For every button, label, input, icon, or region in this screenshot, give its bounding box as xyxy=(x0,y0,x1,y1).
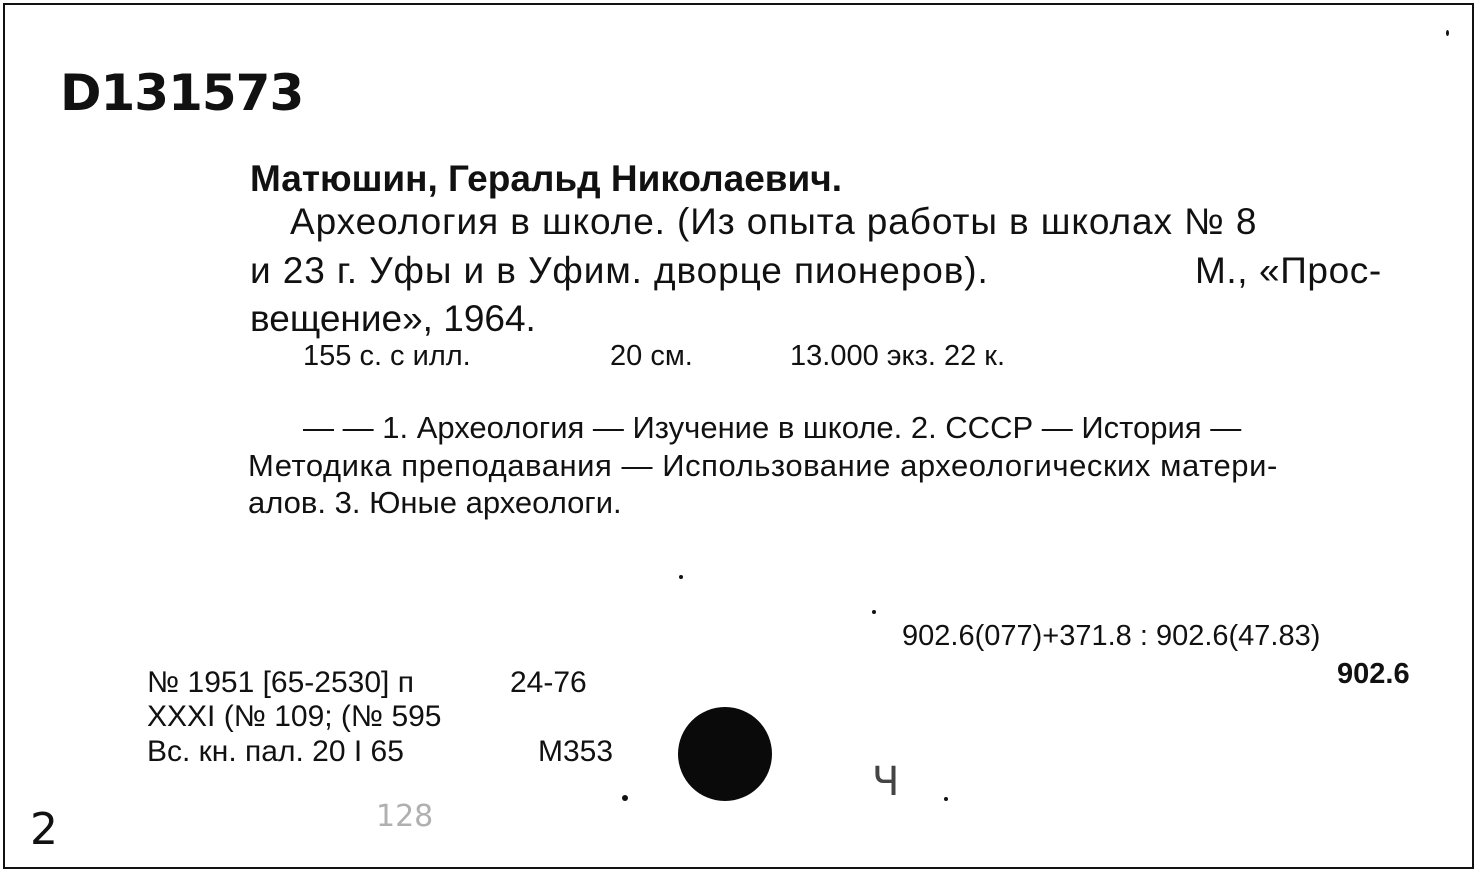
publisher: М., «Прос- xyxy=(1195,250,1382,291)
title-line-1: Археология в школе. (Из опыта работы в школах № 8 xyxy=(290,201,1258,242)
ink-speck xyxy=(1446,30,1449,36)
title-line-2: и 23 г. Уфы и в Уфим. дворце пионеров). xyxy=(250,250,989,291)
ink-speck xyxy=(679,575,683,579)
registry-line-1: № 1951 [65-2530] п xyxy=(147,666,414,699)
faint-stamp: 128 xyxy=(376,799,434,834)
corner-handwritten-number: 2 xyxy=(30,804,58,855)
bbk-classification: 902.6 xyxy=(1337,658,1410,690)
ink-speck xyxy=(944,797,948,801)
registry-line-3: Вс. кн. пал. 20 I 65 xyxy=(147,735,404,768)
call-number: D131573 xyxy=(60,64,304,122)
physical-copies: 13.000 экз. 22 к. xyxy=(790,340,1006,372)
ink-speck xyxy=(872,610,876,614)
udc-classification: 902.6(077)+371.8 : 902.6(47.83) xyxy=(902,620,1321,652)
punch-hole xyxy=(678,707,772,801)
cutter-number: M353 xyxy=(538,735,614,768)
subject-line-2: Методика преподавания — Использование археологических матери- xyxy=(248,448,1278,483)
author-heading: Матюшин, Геральд Николаевич. xyxy=(250,158,843,199)
physical-size: 20 см. xyxy=(610,340,693,372)
ink-speck xyxy=(622,795,628,801)
subject-line-3: алов. 3. Юные археологи. xyxy=(248,485,622,520)
registry-line-2: XXXI (№ 109; (№ 595 xyxy=(147,700,442,733)
handwritten-mark: Ч xyxy=(872,759,900,805)
registry-code: 24-76 xyxy=(510,666,587,699)
physical-pages: 155 с. с илл. xyxy=(303,340,471,372)
title-line-3: вещение», 1964. xyxy=(250,298,536,339)
subject-line-1: — — 1. Археология — Изучение в школе. 2. СССР — История — xyxy=(303,410,1242,445)
